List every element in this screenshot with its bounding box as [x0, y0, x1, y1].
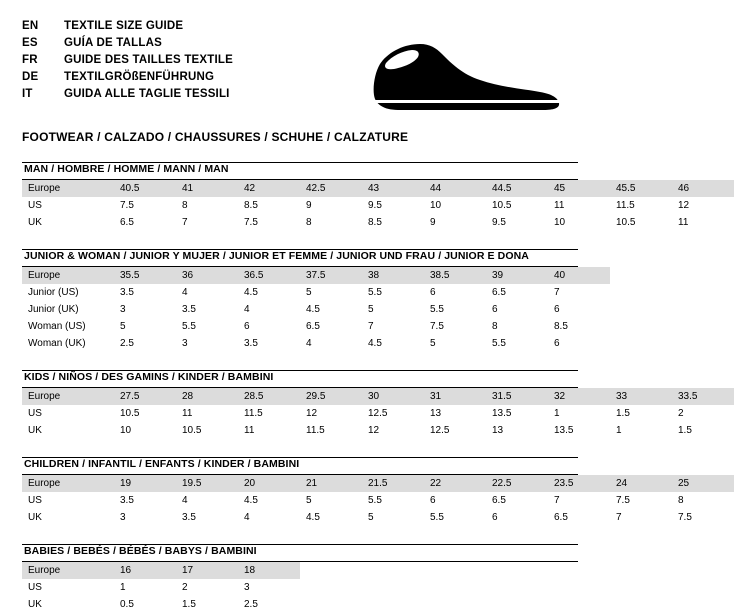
size-cell: 10 [120, 425, 132, 436]
section-title: BABIES / BEBÉS / BÉBÉS / BABYS / BAMBINI [24, 545, 257, 557]
language-row-it [22, 86, 233, 102]
table-row [22, 405, 734, 422]
language-list [22, 18, 233, 102]
row-label: Europe [22, 267, 114, 284]
row-label: Woman (US) [28, 321, 86, 332]
size-cell: 9.5 [492, 217, 506, 228]
size-section [22, 457, 692, 526]
size-cell: 6.5 [120, 217, 134, 228]
size-table [22, 267, 610, 352]
row-label: Europe [22, 388, 114, 405]
row-label: UK [28, 217, 42, 228]
size-cell: 22.5 [486, 475, 548, 492]
size-section [22, 544, 578, 613]
row-label: Junior (UK) [28, 304, 79, 315]
size-cell: 4 [244, 304, 250, 315]
size-cell: 12.5 [430, 425, 450, 436]
size-cell: 5 [368, 304, 374, 315]
size-cell: 9 [430, 217, 436, 228]
size-cell: 7 [554, 287, 560, 298]
size-cell: 6.5 [492, 287, 506, 298]
size-cell: 9.5 [368, 200, 382, 211]
size-cell: 4 [244, 512, 250, 523]
size-cell: 7 [368, 321, 374, 332]
size-cell: 30 [362, 388, 424, 405]
size-cell: 5.5 [492, 338, 506, 349]
size-cell: 2.5 [244, 599, 258, 610]
size-table [22, 475, 734, 526]
size-cell: 45 [548, 180, 610, 197]
table-row [22, 284, 610, 301]
size-cell: 42.5 [300, 180, 362, 197]
size-cell: 3.5 [120, 495, 134, 506]
table-row [22, 388, 734, 405]
size-cell: 11 [244, 425, 255, 436]
size-cell: 24 [610, 475, 672, 492]
size-cell: 7 [616, 512, 622, 523]
size-cell: 3 [244, 582, 250, 593]
size-cell: 8.5 [368, 217, 382, 228]
size-cell: 6.5 [306, 321, 320, 332]
size-cell: 4 [306, 338, 312, 349]
size-section [22, 370, 698, 439]
size-cell: 25 [672, 475, 734, 492]
table-row [22, 180, 734, 197]
size-section [22, 249, 578, 352]
size-cell: 41 [176, 180, 238, 197]
size-cell: 1.5 [182, 599, 196, 610]
language-code-en: EN [22, 20, 39, 32]
size-cell: 5.5 [430, 304, 444, 315]
size-table [22, 388, 734, 439]
size-cell: 7.5 [244, 217, 258, 228]
size-cell: 5.5 [368, 287, 382, 298]
size-cell: 6.5 [554, 512, 568, 523]
size-cell: 6 [492, 512, 498, 523]
size-cell: 7 [182, 217, 188, 228]
size-cell: 12 [678, 200, 690, 211]
table-row [22, 422, 734, 439]
size-cell: 13 [492, 425, 504, 436]
table-row [22, 475, 734, 492]
size-cell: 11.5 [616, 200, 635, 211]
size-cell: 4.5 [244, 495, 258, 506]
size-cell: 46 [672, 180, 734, 197]
size-cell: 6 [554, 304, 560, 315]
size-cell: 21.5 [362, 475, 424, 492]
size-cell: 23.5 [548, 475, 610, 492]
row-label: Junior (US) [28, 287, 79, 298]
size-cell: 1 [554, 408, 560, 419]
size-cell: 9 [306, 200, 312, 211]
size-cell: 7 [554, 495, 560, 506]
size-cell: 5 [430, 338, 436, 349]
section-title: JUNIOR & WOMAN / JUNIOR Y MUJER / JUNIOR ET FEMME / JUNIOR UND FRAU / JUNIOR E DONA [24, 250, 529, 262]
size-cell: 7.5 [616, 495, 630, 506]
size-cell: 3 [120, 304, 126, 315]
size-cell: 31 [424, 388, 486, 405]
size-cell: 29.5 [300, 388, 362, 405]
size-cell: 5.5 [430, 512, 444, 523]
size-cell: 5 [306, 287, 312, 298]
size-cell: 10.5 [492, 200, 512, 211]
size-cell: 21 [300, 475, 362, 492]
size-cell: 10.5 [616, 217, 636, 228]
size-cell: 11 [678, 217, 689, 228]
size-cell: 4.5 [244, 287, 258, 298]
size-cell: 10.5 [182, 425, 202, 436]
size-cell: 8.5 [554, 321, 568, 332]
size-cell: 5 [120, 321, 126, 332]
size-cell: 16 [114, 562, 176, 579]
language-row-es [22, 35, 233, 51]
table-row [22, 509, 734, 526]
size-cell: 19 [114, 475, 176, 492]
size-cell: 28.5 [238, 388, 300, 405]
size-cell: 1 [120, 582, 126, 593]
dress-shoe-icon [368, 30, 568, 116]
size-cell: 10 [554, 217, 566, 228]
size-cell: 3 [182, 338, 188, 349]
table-row [22, 492, 734, 509]
table-row [22, 318, 610, 335]
language-code-es: ES [22, 37, 38, 49]
size-cell: 13.5 [492, 408, 512, 419]
size-cell: 12 [306, 408, 318, 419]
row-label: UK [28, 599, 42, 610]
size-cell: 6 [430, 495, 436, 506]
size-cell: 4 [182, 495, 188, 506]
row-label: Woman (UK) [28, 338, 86, 349]
row-label: US [28, 408, 42, 419]
size-cell: 37.5 [300, 267, 362, 284]
size-cell: 2 [678, 408, 684, 419]
size-cell: 2 [182, 582, 188, 593]
size-cell: 20 [238, 475, 300, 492]
size-cell: 22 [424, 475, 486, 492]
size-cell: 33.5 [672, 388, 734, 405]
size-table [22, 180, 734, 231]
size-cell: 6 [492, 304, 498, 315]
language-text-en: TEXTILE SIZE GUIDE [64, 20, 184, 32]
size-cell: 10 [430, 200, 442, 211]
size-cell: 12.5 [368, 408, 388, 419]
size-cell: 5 [368, 512, 374, 523]
size-cell: 43 [362, 180, 424, 197]
size-cell: 8 [306, 217, 312, 228]
language-text-de: TEXTILGRÖßENFÜHRUNG [64, 71, 215, 83]
size-cell: 4 [182, 287, 188, 298]
size-cell: 1 [616, 425, 622, 436]
size-cell: 3.5 [182, 304, 196, 315]
size-cell: 3.5 [182, 512, 196, 523]
page-title: FOOTWEAR / CALZADO / CHAUSSURES / SCHUHE / CALZATURE [22, 130, 409, 144]
size-cell: 1.5 [678, 425, 692, 436]
size-cell: 44 [424, 180, 486, 197]
size-cell: 28 [176, 388, 238, 405]
language-text-es: GUÍA DE TALLAS [64, 37, 162, 49]
language-row-en [22, 18, 233, 34]
size-cell: 5.5 [182, 321, 196, 332]
size-cell: 8 [492, 321, 498, 332]
size-cell: 8 [182, 200, 188, 211]
row-label: UK [28, 512, 42, 523]
size-cell: 40.5 [114, 180, 176, 197]
size-cell: 4.5 [306, 304, 320, 315]
row-label: Europe [22, 475, 114, 492]
row-label: UK [28, 425, 42, 436]
language-code-de: DE [22, 71, 39, 83]
size-cell: 3.5 [120, 287, 134, 298]
size-cell: 7.5 [120, 200, 134, 211]
table-row [22, 214, 734, 231]
size-cell: 5 [306, 495, 312, 506]
size-cell: 13 [430, 408, 442, 419]
language-code-fr: FR [22, 54, 38, 66]
size-cell: 19.5 [176, 475, 238, 492]
row-label: Europe [22, 562, 114, 579]
size-cell: 11 [554, 200, 565, 211]
size-cell: 4.5 [368, 338, 382, 349]
table-row [22, 579, 300, 596]
size-cell: 39 [486, 267, 548, 284]
size-cell: 42 [238, 180, 300, 197]
size-cell: 38.5 [424, 267, 486, 284]
size-table [22, 562, 300, 613]
size-cell: 36 [176, 267, 238, 284]
language-row-fr [22, 52, 233, 68]
size-cell: 7.5 [430, 321, 444, 332]
row-label: Europe [22, 180, 114, 197]
language-row-de [22, 69, 233, 85]
size-tables [22, 162, 698, 613]
size-cell: 40 [548, 267, 610, 284]
size-cell: 36.5 [238, 267, 300, 284]
size-cell: 5.5 [368, 495, 382, 506]
section-title: MAN / HOMBRE / HOMME / MANN / MAN [24, 163, 229, 175]
size-cell: 0.5 [120, 599, 134, 610]
size-cell: 12 [368, 425, 380, 436]
size-cell: 27.5 [114, 388, 176, 405]
table-row [22, 197, 734, 214]
size-cell: 11.5 [244, 408, 263, 419]
size-cell: 1.5 [616, 408, 630, 419]
size-cell: 6.5 [492, 495, 506, 506]
size-cell: 18 [238, 562, 300, 579]
row-label: US [28, 200, 42, 211]
table-row [22, 596, 300, 613]
language-text-fr: GUIDE DES TAILLES TEXTILE [64, 54, 233, 66]
table-row [22, 301, 610, 318]
size-cell: 3.5 [244, 338, 258, 349]
size-cell: 7.5 [678, 512, 692, 523]
size-cell: 44.5 [486, 180, 548, 197]
size-cell: 6 [244, 321, 250, 332]
row-label: US [28, 582, 42, 593]
size-cell: 4.5 [306, 512, 320, 523]
size-cell: 11.5 [306, 425, 325, 436]
size-cell: 35.5 [114, 267, 176, 284]
size-cell: 2.5 [120, 338, 134, 349]
table-row [22, 335, 610, 352]
size-cell: 31.5 [486, 388, 548, 405]
size-cell: 11 [182, 408, 193, 419]
size-cell: 10.5 [120, 408, 140, 419]
section-title: CHILDREN / INFANTIL / ENFANTS / KINDER / BAMBINI [24, 458, 300, 470]
size-cell: 45.5 [610, 180, 672, 197]
table-row [22, 267, 610, 284]
size-cell: 13.5 [554, 425, 574, 436]
size-cell: 8 [678, 495, 684, 506]
section-title: KIDS / NIÑOS / DES GAMINS / KINDER / BAMBINI [24, 371, 274, 383]
size-cell: 3 [120, 512, 126, 523]
language-code-it: IT [22, 88, 33, 100]
size-section [22, 162, 690, 231]
size-cell: 17 [176, 562, 238, 579]
size-cell: 38 [362, 267, 424, 284]
language-text-it: GUIDA ALLE TAGLIE TESSILI [64, 88, 230, 100]
row-label: US [28, 495, 42, 506]
size-cell: 6 [430, 287, 436, 298]
size-cell: 8.5 [244, 200, 258, 211]
size-cell: 32 [548, 388, 610, 405]
size-cell: 6 [554, 338, 560, 349]
size-cell: 33 [610, 388, 672, 405]
table-row [22, 562, 300, 579]
page-header [22, 18, 578, 116]
